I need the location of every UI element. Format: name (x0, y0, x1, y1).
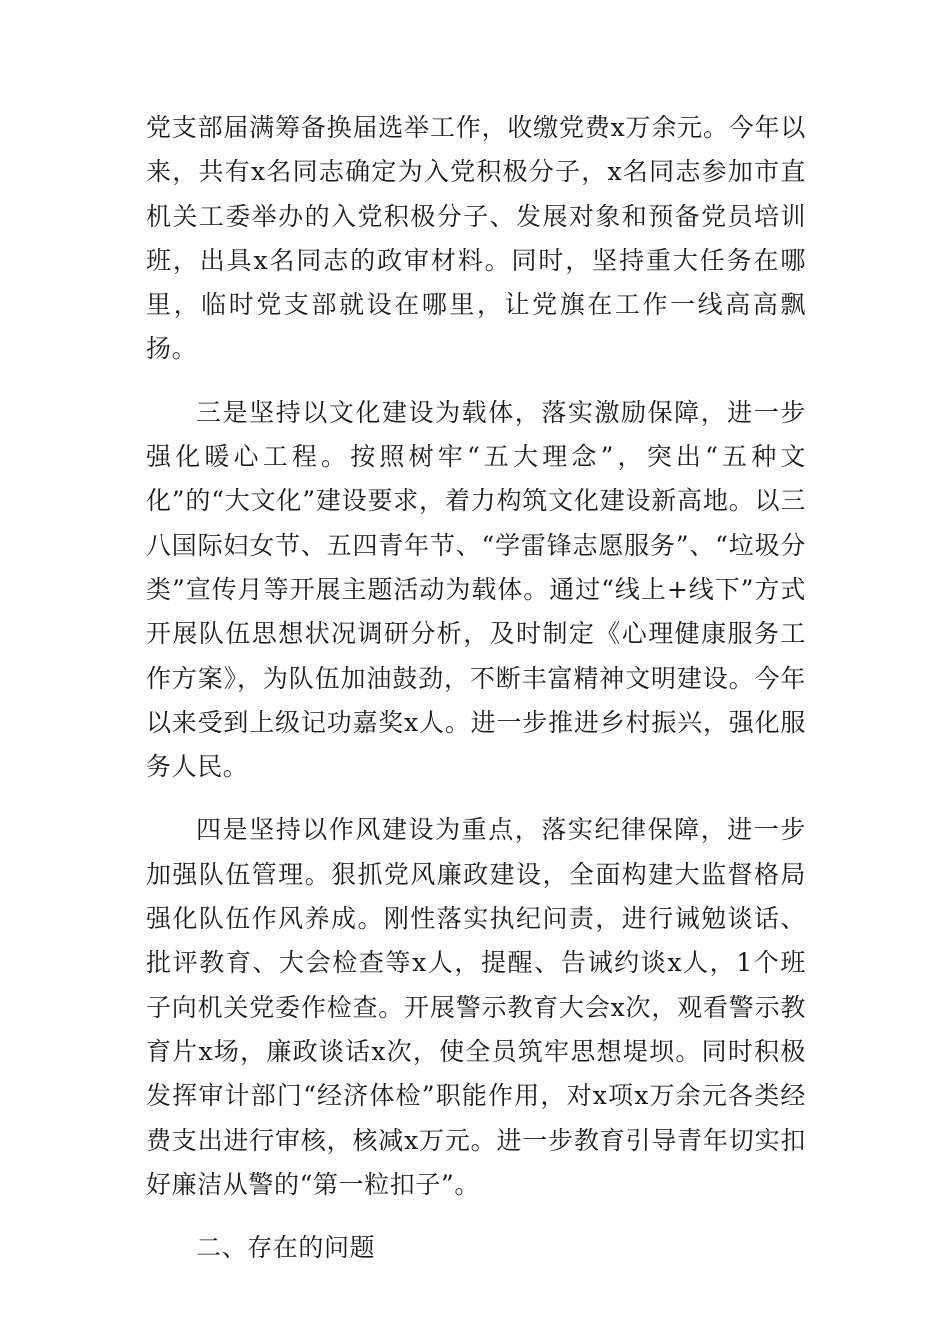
paragraph-spacer (146, 1207, 806, 1226)
document-body (146, 106, 806, 1270)
paragraph-culture-construction: 三是坚持以文化建设为载体，落实激励保障，进一步强化暖心工程。按照树牢“五大理念”，突出“五种文化”的“大文化”建设要求，着力构筑文化建设新高地。以三八国际妇女节、五四青年节、“学雷锋志愿服务”、“垃圾分类”宣传月等开展主题活动为载体。通过“线上+线下”方式开展队伍思想状况调研分析，及时制定《心理健康服务工作方案》，为队伍加油鼓劲，不断丰富精神文明建设。今年以来受到上级记功嘉奖x人。进一步推进乡村振兴，强化服务人民。 (146, 397, 806, 782)
section-heading-existing-problems: 二、存在的问题 (196, 1233, 376, 1263)
paragraph-work-style-construction: 四是坚持以作风建设为重点，落实纪律保障，进一步加强队伍管理。狠抓党风廉政建设，全面构建大监督格局强化队伍作风养成。刚性落实执纪问责，进行诫勉谈话、批评教育、大会检查等x人，提醒、告诫约谈x人，1个班子向机关党委作检查。开展警示教育大会x次，观看警示教育片x场，廉政谈话x次，使全员筑牢思想堤坝。同时积极发挥审计部门“经济体检”职能作用，对x项x万余元各类经费支出进行审核，核减x万元。进一步教育引导青年切实扣好廉洁从警的“第一粒扣子”。 (146, 815, 806, 1199)
paragraph-spacer (146, 372, 806, 391)
paragraph-spacer (146, 789, 806, 808)
paragraph-party-branch-continuation: 党支部届满筹备换届选举工作，收缴党费x万余元。今年以来，共有x名同志确定为入党积极分子，x名同志参加市直机关工委举办的入党积极分子、发展对象和预备党员培训班，出具x名同志的政审材料。同时，坚持重大任务在哪里，临时党支部就设在哪里，让党旗在工作一线高高飘扬。 (146, 113, 806, 364)
